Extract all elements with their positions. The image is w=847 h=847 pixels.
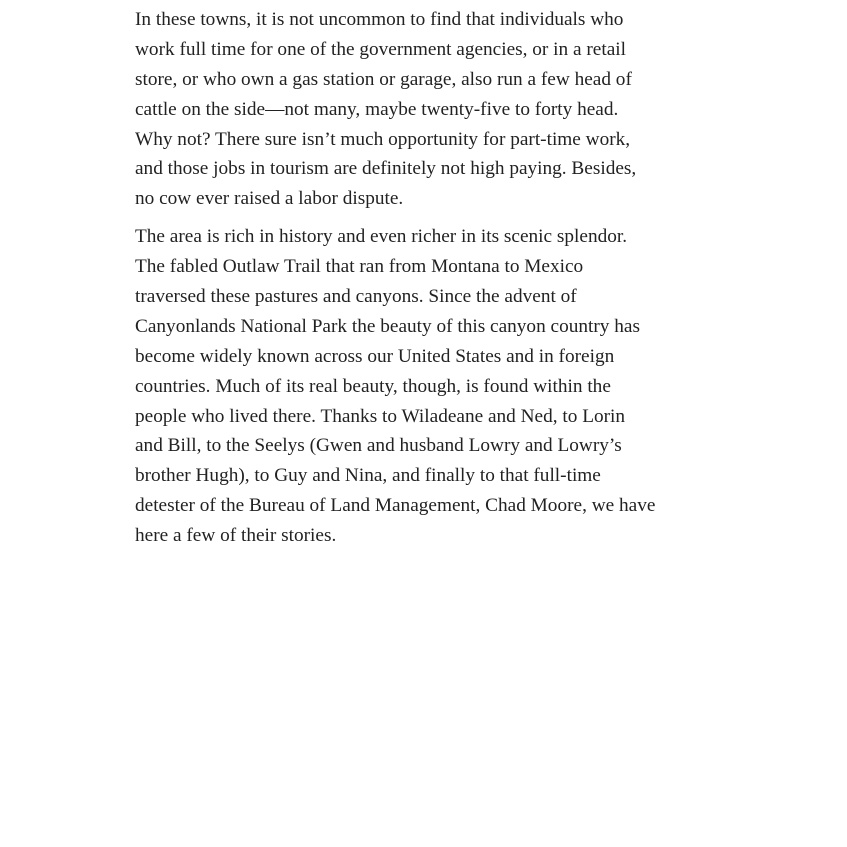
- text-line: The area is rich in history and even richer in its scenic splendor.: [135, 226, 628, 248]
- text-line: Why not? There sure isn’t much opportunity for part-time work,: [135, 128, 631, 150]
- text-column: [135, 5, 735, 551]
- text-line: traversed these pastures and canyons. Since the advent of: [135, 286, 577, 308]
- text-line: detester of the Bureau of Land Management, Chad Moore, we have: [135, 495, 656, 517]
- text-line: cattle on the side—not many, maybe twenty-five to forty head.: [135, 98, 619, 120]
- text-line: people who lived there. Thanks to Wiladeane and Ned, to Lorin: [135, 405, 626, 427]
- text-line: In these towns, it is not uncommon to find that individuals who: [135, 9, 624, 30]
- text-line: work full time for one of the government agencies, or in a retail: [135, 38, 626, 60]
- paragraph-1: [135, 5, 735, 214]
- paragraph-2: [135, 222, 735, 551]
- text-line: countries. Much of its real beauty, though, is found within the: [135, 375, 611, 397]
- text-line: and Bill, to the Seelys (Gwen and husband Lowry and Lowry’s: [135, 435, 622, 457]
- text-line: become widely known across our United States and in foreign: [135, 345, 615, 367]
- text-line: brother Hugh), to Guy and Nina, and finally to that full-time: [135, 465, 601, 487]
- text-line: Canyonlands National Park the beauty of this canyon country has: [135, 315, 640, 337]
- text-line: here a few of their stories.: [135, 525, 337, 547]
- text-line: no cow ever raised a labor dispute.: [135, 188, 404, 210]
- text-line: The fabled Outlaw Trail that ran from Montana to Mexico: [135, 256, 584, 278]
- text-line: and those jobs in tourism are definitely not high paying. Besides,: [135, 158, 637, 180]
- text-line: store, or who own a gas station or garage, also run a few head of: [135, 68, 632, 90]
